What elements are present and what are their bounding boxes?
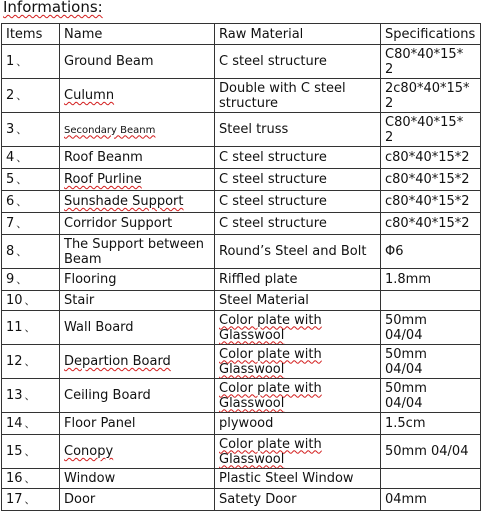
name-text: Secondary Beanm [64, 124, 156, 136]
name-text: Corridor Support [64, 216, 173, 231]
table-row [2, 269, 481, 291]
specifications-cell [381, 469, 481, 489]
name-cell [60, 79, 215, 113]
raw-material-text: Color plate with Glasswool [219, 346, 322, 377]
name-text: Culumn [64, 88, 115, 103]
raw-material-text: Color plate with Glasswool [219, 436, 322, 467]
list-separator-mark: 、 [24, 472, 36, 485]
name-cell [60, 435, 215, 469]
item-number-text: 17 [6, 492, 23, 507]
name-text: The Support between Beam [64, 236, 205, 267]
specifications-text: 50mm 04/04 [385, 312, 427, 343]
item-number-text: 9 [6, 272, 15, 287]
raw-material-text: C steel structure [219, 194, 327, 209]
raw-material-cell [215, 213, 381, 235]
specifications-cell [381, 169, 481, 191]
name-text: Roof Beanm [64, 150, 143, 165]
specifications-text: 50mm 04/04 [385, 346, 427, 377]
list-separator-mark: 、 [16, 55, 28, 68]
specifications-cell [381, 269, 481, 291]
item-number-text: 5 [6, 172, 15, 187]
specifications-cell [381, 435, 481, 469]
specifications-cell [381, 79, 481, 113]
table-row [2, 45, 481, 79]
raw-material-cell [215, 291, 381, 311]
raw-material-text: plywood [219, 416, 274, 431]
item-number-cell [2, 345, 60, 379]
name-cell [60, 413, 215, 435]
name-text: Floor Panel [64, 416, 136, 431]
table-row [2, 113, 481, 147]
table-row [2, 213, 481, 235]
name-cell [60, 213, 215, 235]
raw-material-text: Riffled plate [219, 272, 298, 287]
item-number-cell [2, 169, 60, 191]
list-separator-mark: 、 [24, 445, 36, 458]
specifications-text: 2c80*40*15* 2 [385, 80, 470, 111]
item-number-cell [2, 235, 60, 269]
table-row [2, 169, 481, 191]
item-number-text: 11 [6, 320, 23, 335]
name-cell [60, 169, 215, 191]
name-cell [60, 113, 215, 147]
name-cell [60, 269, 215, 291]
raw-material-cell [215, 79, 381, 113]
item-number-cell [2, 147, 60, 169]
column-header-name: Name [60, 24, 215, 45]
column-header-items: Items [2, 24, 60, 45]
table-row [2, 435, 481, 469]
materials-table [1, 23, 481, 511]
specifications-cell [381, 45, 481, 79]
item-number-text: 13 [6, 388, 23, 403]
table-row [2, 311, 481, 345]
table-row [2, 147, 481, 169]
specifications-cell [381, 147, 481, 169]
raw-material-cell [215, 235, 381, 269]
item-number-text: 12 [6, 354, 23, 369]
raw-material-cell [215, 169, 381, 191]
name-text: Ground Beam [64, 54, 154, 69]
raw-material-cell [215, 345, 381, 379]
item-number-text: 8 [6, 244, 15, 259]
name-cell [60, 147, 215, 169]
list-separator-mark: 、 [16, 217, 28, 230]
name-text: Departion Board [64, 354, 171, 369]
specifications-cell [381, 413, 481, 435]
raw-material-text: C steel structure [219, 150, 327, 165]
name-text: Ceiling Board [64, 388, 151, 403]
name-text: Sunshade Support [64, 194, 184, 209]
name-text: Wall Board [64, 320, 134, 335]
raw-material-text: C steel structure [219, 172, 327, 187]
table-row [2, 489, 481, 511]
item-number-cell [2, 469, 60, 489]
item-number-text: 15 [6, 444, 23, 459]
name-cell [60, 291, 215, 311]
specifications-text: 1.8mm [385, 272, 432, 287]
raw-material-text: Plastic Steel Window [219, 471, 354, 486]
item-number-cell [2, 413, 60, 435]
column-header-raw-material: Raw Material [215, 24, 381, 45]
item-number-cell [2, 113, 60, 147]
item-number-cell [2, 291, 60, 311]
table-row [2, 191, 481, 213]
table-row [2, 413, 481, 435]
name-cell [60, 345, 215, 379]
list-separator-mark: 、 [24, 493, 36, 506]
specifications-cell [381, 113, 481, 147]
raw-material-cell [215, 269, 381, 291]
name-cell [60, 489, 215, 511]
raw-material-text: Color plate with Glasswool [219, 380, 322, 411]
specifications-text: c80*40*15*2 [385, 216, 470, 231]
list-separator-mark: 、 [24, 389, 36, 402]
specifications-text: 1.5cm [385, 416, 426, 431]
specifications-cell [381, 345, 481, 379]
specifications-cell [381, 191, 481, 213]
list-separator-mark: 、 [24, 417, 36, 430]
raw-material-text: Round’s Steel and Bolt [219, 244, 367, 259]
raw-material-cell [215, 413, 381, 435]
raw-material-cell [215, 469, 381, 489]
item-number-text: 3 [6, 122, 15, 137]
name-text: Stair [64, 293, 95, 308]
list-separator-mark: 、 [24, 294, 36, 307]
name-cell [60, 311, 215, 345]
specifications-text: 50mm 04/04 [385, 380, 427, 411]
raw-material-cell [215, 489, 381, 511]
specifications-cell [381, 235, 481, 269]
name-cell [60, 45, 215, 79]
specifications-text: c80*40*15*2 [385, 194, 470, 209]
list-separator-mark: 、 [16, 151, 28, 164]
raw-material-cell [215, 191, 381, 213]
specifications-cell [381, 311, 481, 345]
raw-material-text: C steel structure [219, 216, 327, 231]
list-separator-mark: 、 [16, 273, 28, 286]
item-number-cell [2, 191, 60, 213]
specifications-cell [381, 379, 481, 413]
name-text: Window [64, 471, 116, 486]
raw-material-text: Double with C steel structure [219, 80, 346, 111]
specifications-text: 04mm [385, 492, 427, 507]
specifications-cell [381, 213, 481, 235]
item-number-text: 1 [6, 54, 15, 69]
raw-material-text: Satety Door [219, 492, 297, 507]
name-cell [60, 191, 215, 213]
name-text: Flooring [64, 272, 117, 287]
table-row [2, 469, 481, 489]
table-row [2, 379, 481, 413]
raw-material-cell [215, 435, 381, 469]
raw-material-cell [215, 147, 381, 169]
section-heading: Informations: [3, 0, 103, 16]
item-number-text: 14 [6, 416, 23, 431]
item-number-cell [2, 269, 60, 291]
list-separator-mark: 、 [24, 355, 36, 368]
item-number-text: 2 [6, 88, 15, 103]
name-text: Roof Purline [64, 172, 142, 187]
item-number-cell [2, 435, 60, 469]
raw-material-cell [215, 311, 381, 345]
raw-material-cell [215, 379, 381, 413]
item-number-text: 6 [6, 194, 15, 209]
table-header-row [2, 24, 481, 45]
list-separator-mark: 、 [24, 321, 36, 334]
list-separator-mark: 、 [16, 245, 28, 258]
specifications-cell [381, 291, 481, 311]
specifications-cell [381, 489, 481, 511]
item-number-text: 4 [6, 150, 15, 165]
table-row [2, 291, 481, 311]
item-number-text: 7 [6, 216, 15, 231]
specifications-text: c80*40*15*2 [385, 150, 470, 165]
list-separator-mark: 、 [16, 89, 28, 102]
list-separator-mark: 、 [16, 173, 28, 186]
list-separator-mark: 、 [16, 123, 28, 136]
name-cell [60, 235, 215, 269]
item-number-cell [2, 489, 60, 511]
raw-material-text: C steel structure [219, 54, 327, 69]
raw-material-text: Steel truss [219, 122, 289, 137]
specifications-text: Φ6 [385, 244, 404, 259]
name-text: Door [64, 492, 96, 507]
specifications-text: c80*40*15*2 [385, 172, 470, 187]
raw-material-text: Color plate with Glasswool [219, 312, 322, 343]
item-number-text: 10 [6, 293, 23, 308]
item-number-text: 16 [6, 471, 23, 486]
specifications-text: C80*40*15* 2 [385, 114, 464, 145]
table-row [2, 345, 481, 379]
table-row [2, 79, 481, 113]
item-number-cell [2, 311, 60, 345]
specifications-text: C80*40*15* 2 [385, 46, 464, 77]
name-cell [60, 469, 215, 489]
raw-material-text: Steel Material [219, 293, 309, 308]
table-row [2, 235, 481, 269]
specifications-text: 50mm 04/04 [385, 444, 469, 459]
column-header-specifications: Specifications [381, 24, 481, 45]
raw-material-cell [215, 45, 381, 79]
item-number-cell [2, 45, 60, 79]
item-number-cell [2, 213, 60, 235]
list-separator-mark: 、 [16, 195, 28, 208]
raw-material-cell [215, 113, 381, 147]
item-number-cell [2, 79, 60, 113]
name-cell [60, 379, 215, 413]
name-text: Conopy [64, 444, 114, 459]
item-number-cell [2, 379, 60, 413]
